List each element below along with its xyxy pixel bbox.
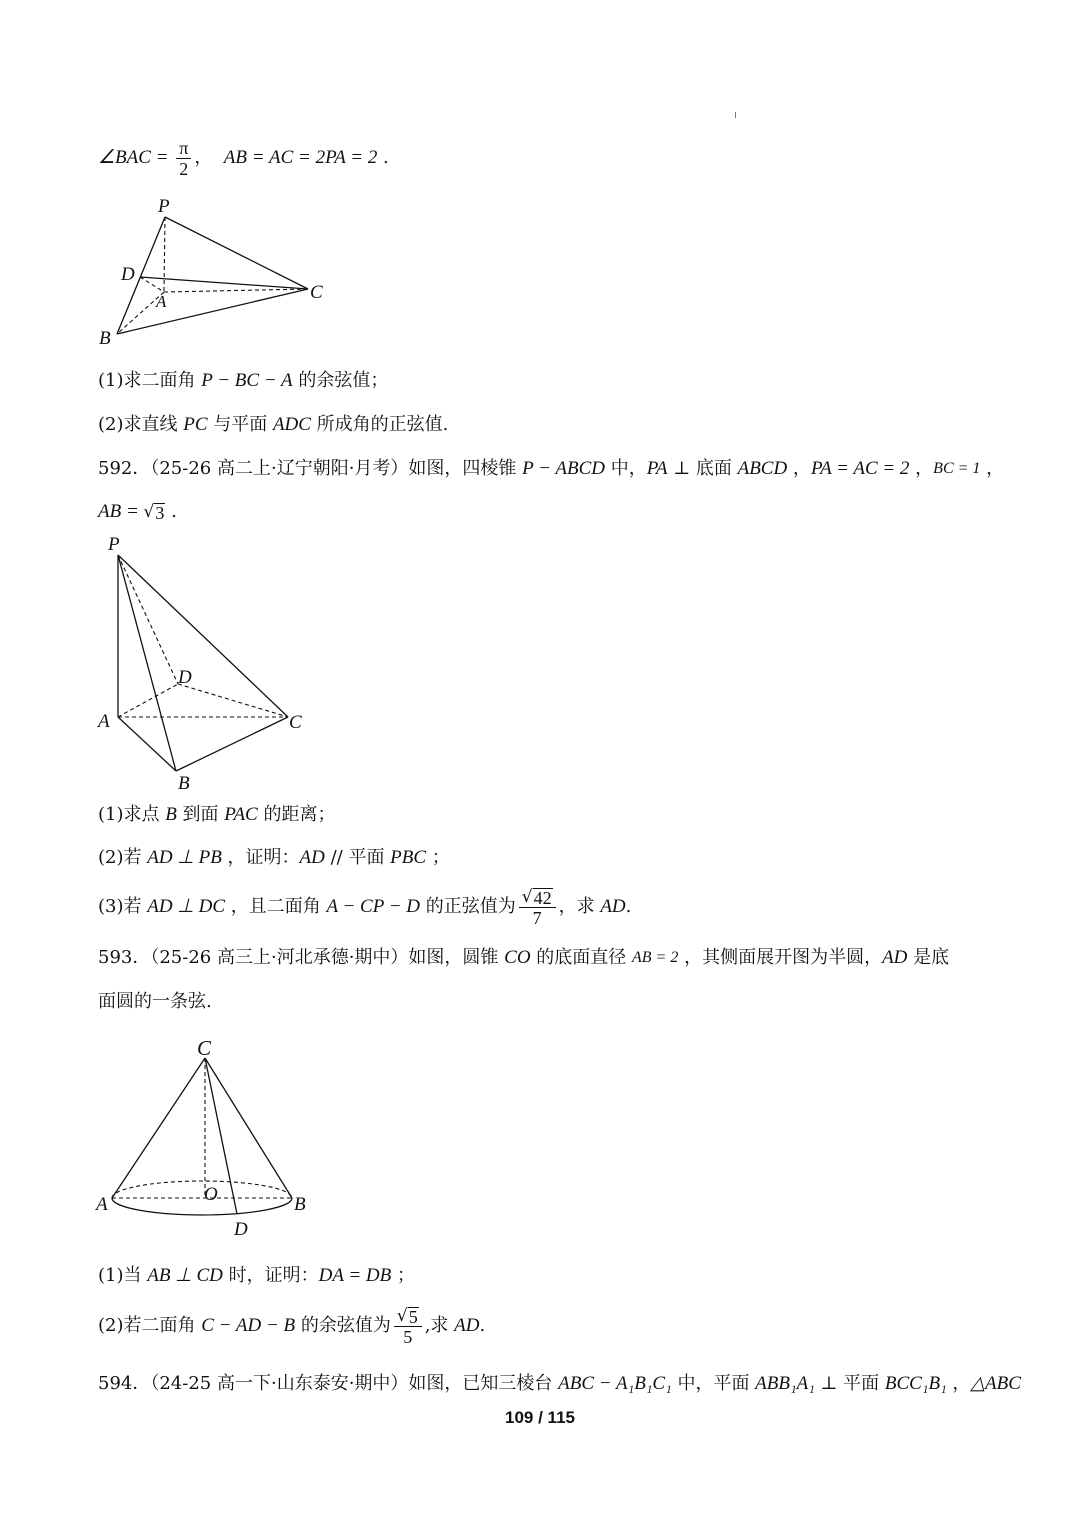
text: . — [165, 501, 177, 522]
text: (1)当 — [98, 1265, 148, 1286]
math-text: AB = — [98, 501, 144, 522]
math-text: PA — [646, 458, 668, 479]
text: (1)求点 — [98, 804, 166, 825]
text: 时，证明： — [222, 1265, 319, 1286]
math-text: PC — [183, 414, 208, 435]
fraction-denominator: 5 — [403, 1326, 413, 1347]
q593-line2 — [98, 989, 212, 1015]
text: 的距离； — [257, 804, 336, 825]
text: ，其侧面展开图为半圆， — [678, 947, 883, 968]
math-text: AB = 2 — [632, 949, 679, 966]
fraction — [519, 887, 556, 928]
text: . — [479, 1315, 486, 1336]
vertex-label-C: C — [289, 712, 302, 733]
text: ，求 — [558, 896, 601, 917]
text: ， — [909, 458, 934, 479]
text: 的正弦值为 — [420, 896, 516, 917]
math-text: △ABC — [970, 1373, 1021, 1394]
fraction-denominator: 7 — [532, 907, 542, 928]
math-text: PBC — [390, 847, 427, 868]
vertex-label-D: D — [121, 264, 135, 285]
radicand: 3 — [155, 502, 165, 523]
math-text: AB ⊥ CD — [147, 1265, 223, 1286]
q592-part1 — [98, 802, 335, 828]
math-text: AD ⊥ PB — [147, 847, 222, 868]
math-text: AD ⊥ DC — [147, 896, 225, 917]
page-mark — [735, 112, 736, 118]
text: ,求 — [424, 1315, 455, 1336]
q593-header — [98, 945, 949, 971]
edge-AC — [164, 289, 308, 292]
text: ⊥ 底面 — [667, 458, 738, 479]
math-text: AB = AC = 2PA = 2 — [223, 147, 378, 168]
vertex-label-A: A — [96, 1194, 108, 1215]
text: 到面 — [176, 804, 225, 825]
text: ； — [391, 1265, 415, 1286]
text: (2)若 — [98, 847, 148, 868]
fraction-denominator: 2 — [179, 158, 189, 179]
text: 所成角的正弦值. — [310, 414, 449, 435]
text: 面圆的一条弦. — [98, 991, 212, 1012]
vertex-label-P: P — [158, 196, 170, 217]
q592-header — [98, 456, 1004, 482]
text: ⊥ 平面 — [814, 1373, 885, 1394]
math-text: P − BC − A — [201, 370, 293, 391]
sqrt-sign: √ — [396, 1305, 408, 1326]
edge-PA — [164, 217, 165, 292]
text: // 平面 — [324, 847, 391, 868]
edge-AD — [118, 684, 178, 717]
text: ，且二面角 — [225, 896, 327, 917]
q593-part2 — [98, 1304, 485, 1348]
text: ， — [946, 1373, 971, 1394]
text: 是底 — [907, 947, 950, 968]
q591-given-line — [98, 136, 389, 180]
edge-BC — [117, 289, 308, 334]
q593-part1 — [98, 1263, 415, 1289]
question-number-source: 594．（24-25 高一下·山东泰安·期中）如图，已知三棱台 — [98, 1373, 559, 1394]
vertex-label-D: D — [178, 667, 192, 688]
text: ，证明： — [221, 847, 300, 868]
math-text: B — [165, 804, 177, 825]
math-text: A − CP − D — [326, 896, 421, 917]
math-text: PA = AC = 2 — [810, 458, 910, 479]
math-text: P − ABCD — [522, 458, 605, 479]
edge-PC — [118, 555, 288, 717]
vertex-label-B: B — [178, 773, 190, 794]
text: ； — [426, 847, 450, 868]
text: 中，平面 — [671, 1373, 756, 1394]
math-text: DA = DB — [318, 1265, 392, 1286]
vertex-label-A: A — [156, 292, 167, 311]
math-text: AD — [454, 1315, 480, 1336]
q592-part2 — [98, 845, 450, 871]
vertex-label-B: B — [294, 1194, 306, 1215]
text: 与平面 — [207, 414, 273, 435]
vertex-label-O: O — [204, 1184, 218, 1205]
question-number-source: 592．（25-26 高二上·辽宁朝阳·月考）如图，四棱锥 — [98, 458, 523, 479]
vertex-label-C: C — [197, 1036, 212, 1060]
sqrt-sign: √ — [143, 502, 155, 522]
q594-header — [98, 1371, 1021, 1397]
vertex-label-D: D — [234, 1219, 248, 1240]
q592-part3 — [98, 885, 631, 929]
math-text: CO — [504, 947, 531, 968]
base-ellipse-front — [112, 1198, 292, 1215]
sqrt-sign: √ — [521, 886, 533, 907]
page-number: 109 / 115 — [505, 1408, 575, 1427]
text: . — [625, 896, 632, 917]
q591-part2 — [98, 412, 448, 438]
text: 的余弦值； — [292, 370, 389, 391]
text: (2)求直线 — [98, 414, 184, 435]
edge-CB — [205, 1058, 292, 1198]
text: 中， — [605, 458, 647, 479]
fraction-numerator: π — [176, 138, 191, 159]
question-number-source: 593．（25-26 高三上·河北承德·期中）如图，圆锥 — [98, 947, 505, 968]
q592-figure — [90, 530, 320, 795]
text: (2)若二面角 — [98, 1315, 202, 1336]
math-text: AD — [882, 947, 908, 968]
text: ， — [194, 147, 224, 168]
math-text: ∠BAC = — [98, 147, 174, 168]
text: ， — [980, 458, 1005, 479]
text: . — [377, 147, 389, 168]
fraction — [176, 138, 191, 179]
edge-PC — [165, 217, 308, 289]
text: ， — [787, 458, 811, 479]
text: (3)若 — [98, 896, 148, 917]
vertex-label-P: P — [108, 534, 120, 555]
text: 的底面直径 — [530, 947, 632, 968]
radicand: 42 — [533, 887, 552, 908]
math-text: BCC₁B₁ — [884, 1373, 947, 1394]
math-text: AD — [600, 896, 626, 917]
edge-DA — [140, 277, 164, 292]
q591-figure — [90, 190, 340, 350]
math-text: ABB₁A₁ — [755, 1373, 815, 1394]
math-text: C − AD − B — [201, 1315, 296, 1336]
text: (1)求二面角 — [98, 370, 202, 391]
math-text: ABCD — [737, 458, 788, 479]
edge-PB — [118, 555, 176, 771]
base-ellipse-back — [112, 1181, 292, 1198]
math-text: ADC — [272, 414, 311, 435]
q591-part1 — [98, 368, 388, 394]
math-text: ABC − A₁B₁C₁ — [558, 1373, 672, 1394]
vertex-label-C: C — [310, 282, 323, 303]
edge-DC — [140, 277, 308, 289]
radicand: 5 — [408, 1306, 418, 1327]
math-text: PAC — [224, 804, 258, 825]
math-text: BC = 1 — [933, 460, 981, 477]
edge-CA — [112, 1058, 205, 1198]
text: 的余弦值为 — [295, 1315, 391, 1336]
edge-BC — [176, 717, 288, 771]
math-text: AD — [299, 847, 325, 868]
q592-line2 — [98, 499, 177, 525]
vertex-label-A: A — [98, 711, 110, 732]
fraction — [394, 1306, 422, 1347]
edge-AB — [118, 717, 176, 771]
q593-figure — [90, 1030, 320, 1240]
fraction-numerator — [394, 1306, 422, 1327]
vertex-label-B: B — [99, 328, 111, 349]
fraction-numerator — [519, 887, 556, 908]
